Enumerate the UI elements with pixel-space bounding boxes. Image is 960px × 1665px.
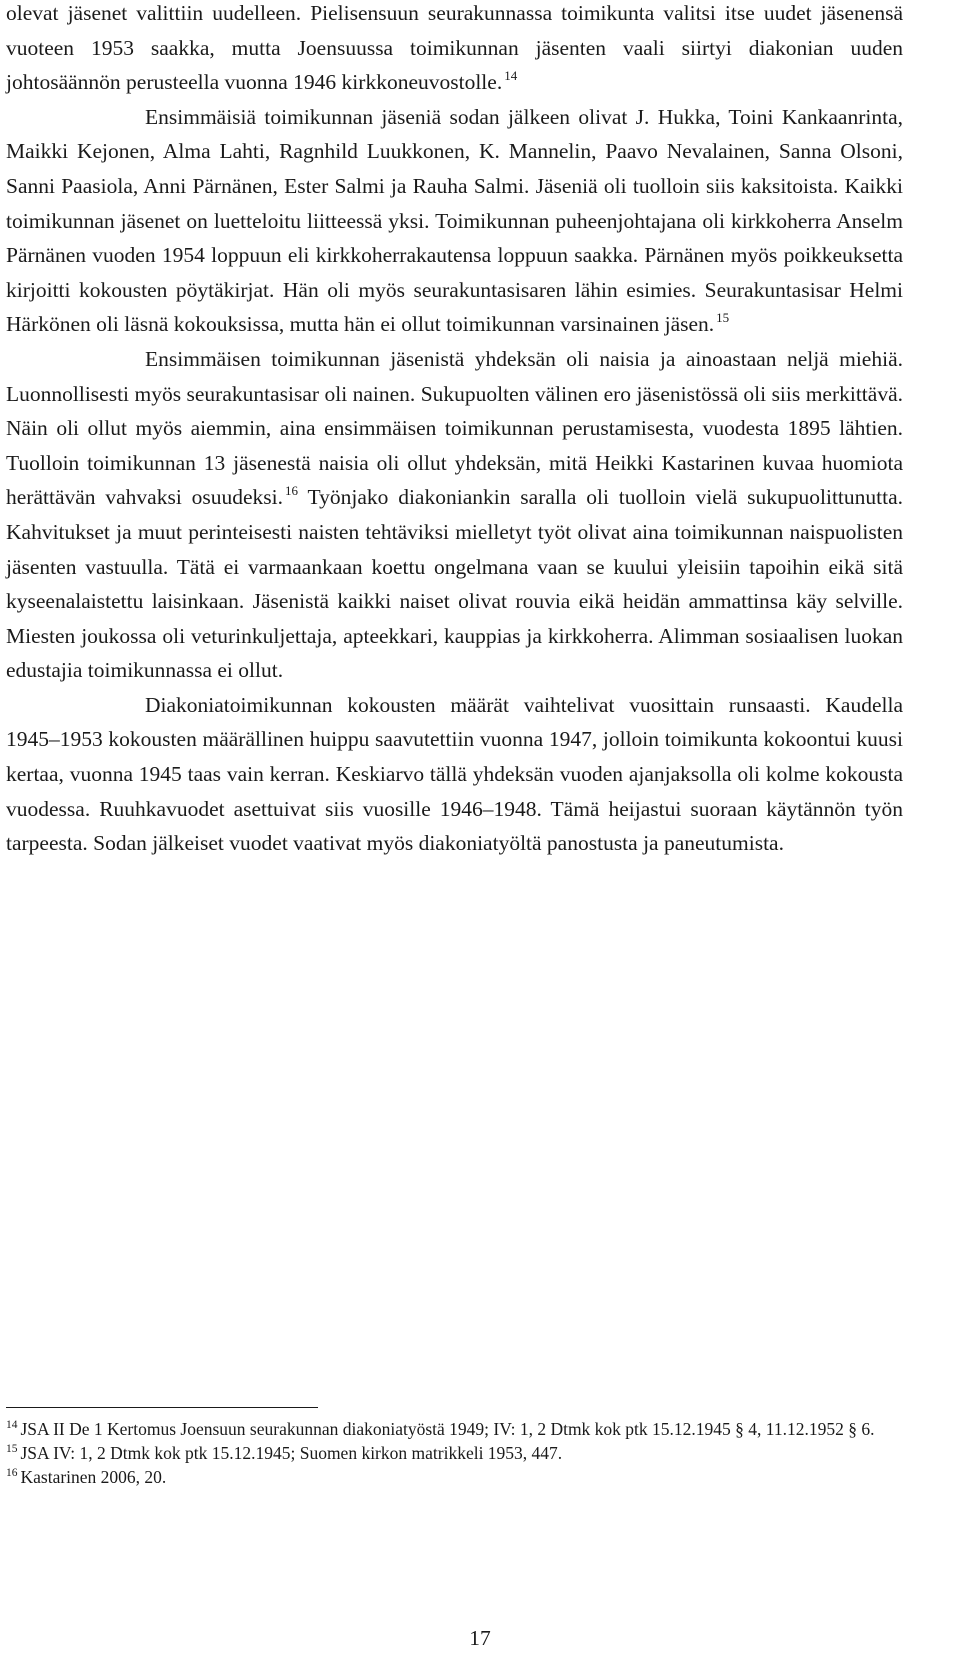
body-text xyxy=(6,0,903,861)
footnote-number: 16 xyxy=(6,1466,18,1479)
footnote-reference[interactable]: 16 xyxy=(285,483,299,499)
footnote-number: 15 xyxy=(6,1442,18,1455)
footnote-text: JSA II De 1 Kertomus Joensuun seurakunnan diakoniatyöstä 1949; IV: 1, 2 Dtmk kok ptk 15.12.1945 § 4, 11.12.1952 § 6. xyxy=(20,1419,875,1439)
footnote-number: 14 xyxy=(6,1419,18,1431)
paragraph-4 xyxy=(6,688,903,861)
paragraph-text: olevat jäsenet valittiin uudelleen. Pielisensuun seurakunnassa toimikunta valitsi itse uudet jäsenensä vuoteen 1953 saakka, mutta Joensuussa toimikunnan jäsenten vaali siirtyi diakonian uuden johtosäännön perusteella vuonna 1946 kirkkoneuvostolle. xyxy=(6,1,903,95)
footnote-reference[interactable]: 15 xyxy=(716,310,730,326)
footnote-16 xyxy=(6,1466,903,1490)
footnotes xyxy=(6,1418,903,1489)
footnote-text: Kastarinen 2006, 20. xyxy=(20,1466,167,1487)
paragraph-1 xyxy=(6,0,903,100)
footnote-14 xyxy=(6,1418,903,1442)
footnote-separator xyxy=(6,1407,318,1408)
paragraph-3 xyxy=(6,342,903,688)
footnote-text: JSA IV: 1, 2 Dtmk kok ptk 15.12.1945; Suomen kirkon matrikkeli 1953, 447. xyxy=(20,1442,563,1463)
paragraph-2 xyxy=(6,100,903,342)
paragraph-text: Ensimmäisen toimikunnan jäsenistä yhdeksän oli naisia ja ainoastaan neljä miehiä. Luonnollisesti myös seurakuntasisar oli nainen. Sukupuolten välinen ero jäsenistössä oli siis merkittävä. Näin oli ollut myös aiemmin, aina ensimmäisen toimikunnan perustamisesta, vuodesta 1895 lähtien. Tuolloin toimikunnan 13 jäsenestä naisia oli ollut yhdeksän, mitä Heikki Kastarinen kuvaa huomiota herättävän vahvaksi osuudeksi. xyxy=(6,346,903,510)
paragraph-text: Diakoniatoimikunnan kokousten määrät vaihtelivat vuosittain runsaasti. Kaudella 1945–1953 kokousten määrällinen huippu saavutettiin vuonna 1947, jolloin toimikunta kokoontui kuusi kertaa, vuonna 1945 taas vain kerran. Keskiarvo tällä yhdeksän vuoden ajanjaksolla oli kolme kokousta vuodessa. Ruuhkavuodet asettuivat siis vuosille 1946–1948. Tämä heijastui suoraan käytännön työn tarpeesta. Sodan jälkeiset vuodet vaativat myös diakoniatyöltä panostusta ja paneutumista. xyxy=(6,692,903,856)
page-number: 17 xyxy=(469,1626,491,1650)
paragraph-text: Työnjako diakoniankin saralla oli tuolloin vielä sukupuolittunutta. Kahvitukset ja muut perinteisesti naisten tehtäviksi mielletyt työt olivat aina toimikunnan naispuolisten jäsenten vastuulla. Tätä ei varmaankaan koettu ongelmana vaan se kuului yleisiin tapoihin eikä sitä kyseenalaistettu laisinkaan. Jäsenistä kaikki naiset olivat rouvia eikä heidän ammattinsa käy selville. Miesten joukossa oli veturinkuljettaja, apteekkari, kauppias ja kirkkoherra. Alimman sosiaalisen luokan edustajia toimikunnassa ei ollut. xyxy=(6,485,903,683)
footnote-reference[interactable]: 14 xyxy=(504,68,518,84)
paragraph-text: Ensimmäisiä toimikunnan jäseniä sodan jälkeen olivat J. Hukka, Toini Kankaanrinta, Maikki Kejonen, Alma Lahti, Ragnhild Luukkonen, K. Mannelin, Paavo Nevalainen, Sanna Olsoni, Sanni Paasiola, Anni Pärnänen, Ester Salmi ja Rauha Salmi. Jäseniä oli tuolloin siis kaksitoista. Kaikki toimikunnan jäsenet on luetteloitu liitteessä yksi. Toimikunnan puheenjohtajana oli kirkkoherra Anselm Pärnänen vuoden 1954 loppuun eli kirkkoherrakautensa loppuun saakka. Pärnänen myös poikkeuksetta kirjoitti kokousten pöytäkirjat. Hän oli myös seurakuntasisaren lähin esimies. Seurakuntasisar Helmi Härkönen oli läsnä kokouksissa, mutta hän ei ollut toimikunnan varsinainen jäsen. xyxy=(6,104,903,337)
footnote-15 xyxy=(6,1442,903,1466)
